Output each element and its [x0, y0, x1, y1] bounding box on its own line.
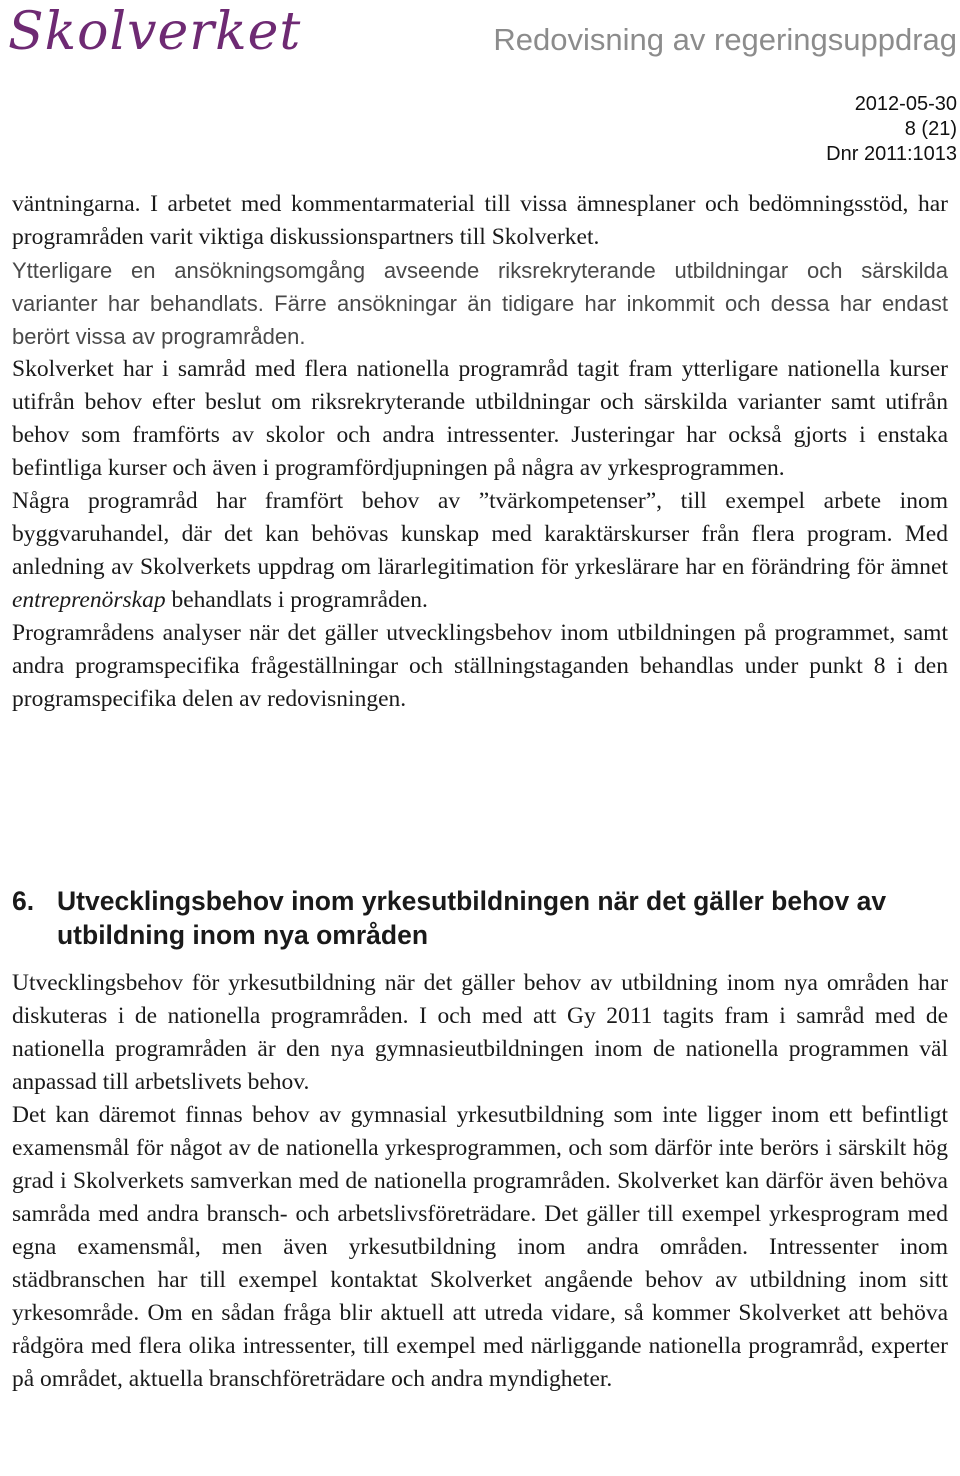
emphasized-term: entreprenörskap [12, 587, 166, 613]
section-body [12, 967, 948, 1396]
paragraph: Det kan däremot finnas behov av gymnasial yrkesutbildning som inte ligger inom ett befintligt examensmål för något av de nationella yrkesprogrammen, och som därför inte berörs i särskilt hög grad i Skolverkets samverkan med de nationella programråden. Skolverket kan därför även behöva samråda med andra bransch- och arbetslivsföreträdare. Det gäller till exempel yrkesprogram med egna examensmål, men även yrkesutbildning inom andra områden. Intressenter inom städbranschen har till exempel kontaktat Skolverket angående behov av utbildning inom sitt yrkesområde. Om en sådan fråga blir aktuell att utreda vidare, så kommer Skolverket att behöva rådgöra med flera olika intressenter, till exempel med närliggande nationella programråd, experter på området, aktuella branschföreträdare och andra myndigheter. [12, 1102, 948, 1392]
body-text [12, 188, 948, 716]
section-title: Utvecklingsbehov inom yrkesutbildningen när det gäller behov av utbildning inom nya områden [57, 886, 887, 950]
paragraph [12, 485, 948, 617]
diary-number: Dnr 2011:1013 [826, 143, 957, 165]
page-header [0, 0, 960, 170]
document-meta [826, 92, 957, 167]
paragraph: väntningarna. I arbetet med kommentarmaterial till vissa ämnesplaner och bedömningsstöd, har programråden varit viktiga diskussionspartners till Skolverket. [12, 191, 948, 250]
paragraph: Skolverket har i samråd med flera nationella programråd tagit fram ytterligare nationella kurser utifrån behov efter beslut om riksrekryterande utbildningar och särskilda varianter samt utifrån behov som framförts av skolor och andra intressenter. Justeringar har också gjorts i enstaka befintliga kurser och även i programfördjupningen på några av yrkesprogrammen. [12, 356, 948, 481]
section-heading [12, 884, 948, 952]
paragraph-text: Några programråd har framfört behov av ”tvärkompetenser”, till exempel arbete inom byggvaruhandel, där det kan behövas kunskap med karaktärskurser från flera program. Med anledning av Skolverkets uppdrag om lärarlegitimation för yrkeslärare har en förändring för ämnet [12, 488, 948, 580]
page-number: 8 (21) [904, 118, 957, 140]
skolverket-logo: Skolverket [8, 2, 302, 62]
paragraph: Utvecklingsbehov för yrkesutbildning när det gäller behov av utbildning inom nya områden har diskuteras i de nationella programråden. I och med att Gy 2011 tagits fram i samråd med de nationella programråden är den nya gymnasieutbildningen inom de nationella programmen väl anpassad till arbetslivets behov. [12, 970, 948, 1095]
report-title: Redovisning av regeringsuppdrag [493, 22, 957, 57]
document-date: 2012-05-30 [854, 93, 957, 115]
paragraph: Programrådens analyser när det gäller utvecklingsbehov inom utbildningen på programmet, samt andra programspecifika frågeställningar och ställningstaganden behandlas under punkt 8 i den programspecifika delen av redovisningen. [12, 620, 948, 712]
section-number: 6. [12, 886, 35, 916]
paragraph: Ytterligare en ansökningsomgång avseende riksrekryterande utbildningar och särskilda varianter har behandlats. Färre ansökningar än tidigare har inkommit och dessa har endast berört vissa av programråden. [12, 258, 948, 349]
paragraph-text: behandlats i programråden. [165, 587, 428, 613]
